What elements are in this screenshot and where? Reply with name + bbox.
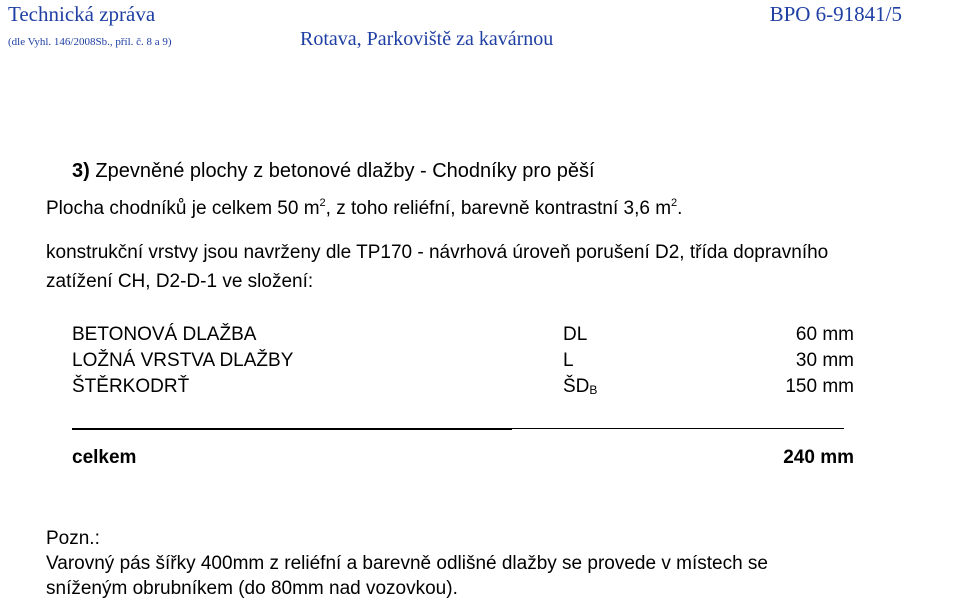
note-line-2: sníženým obrubníkem (do 80mm nad vozovkou). xyxy=(46,578,458,599)
layer-thickness: 60 mm xyxy=(795,324,854,345)
section-number: 3) xyxy=(72,160,90,182)
layer-code xyxy=(563,376,597,398)
project-name: Rotava, Parkoviště za kavárnou xyxy=(300,28,554,50)
layer-code xyxy=(563,324,587,346)
area-sup-1: 2 xyxy=(319,197,326,209)
total-value: 240 mm xyxy=(783,447,854,468)
note-line-1: Varovný pás šířky 400mm z reliéfní a barevně odlišné dlažby se provede v místech se xyxy=(46,553,768,574)
area-sup-2: 2 xyxy=(671,197,678,209)
description-line-2: zatížení CH, D2-D-1 ve složení: xyxy=(46,271,314,292)
total-label: celkem xyxy=(72,447,137,468)
document-number: BPO 6-91841/5 xyxy=(769,2,902,26)
sum-rule-right xyxy=(512,428,844,429)
note-label: Pozn.: xyxy=(46,528,100,549)
section-heading-text: Zpevněné plochy z betonové dlažby - Chodníky pro pěší xyxy=(95,160,595,182)
layer-code xyxy=(563,350,574,372)
layer-code-text: ŠD xyxy=(563,376,590,397)
layer-code-sub: B xyxy=(589,383,598,397)
area-statement xyxy=(46,198,682,220)
layer-name: BETONOVÁ DLAŽBA xyxy=(72,324,257,345)
area-text-after: . xyxy=(677,198,683,219)
layer-thickness: 30 mm xyxy=(795,350,854,371)
sum-rule-left xyxy=(72,428,512,430)
legal-reference: (dle Vyhl. 146/2008Sb., příl. č. 8 a 9) xyxy=(8,36,172,48)
layer-code-text: DL xyxy=(563,324,588,345)
layer-name: LOŽNÁ VRSTVA DLAŽBY xyxy=(72,350,294,371)
layer-name: ŠTĚRKODRŤ xyxy=(72,376,190,397)
area-text-middle: , z toho reliéfní, barevně kontrastní 3,6 m xyxy=(325,198,672,219)
document-title: Technická zpráva xyxy=(8,2,156,26)
section-heading xyxy=(72,160,595,183)
area-text-before: Plocha chodníků je celkem 50 m xyxy=(46,198,320,219)
layer-code-text: L xyxy=(563,350,574,371)
description-line-1: konstrukční vrstvy jsou navrženy dle TP170 - návrhová úroveň porušení D2, třída dopravního xyxy=(46,242,829,263)
layer-thickness: 150 mm xyxy=(785,376,854,397)
